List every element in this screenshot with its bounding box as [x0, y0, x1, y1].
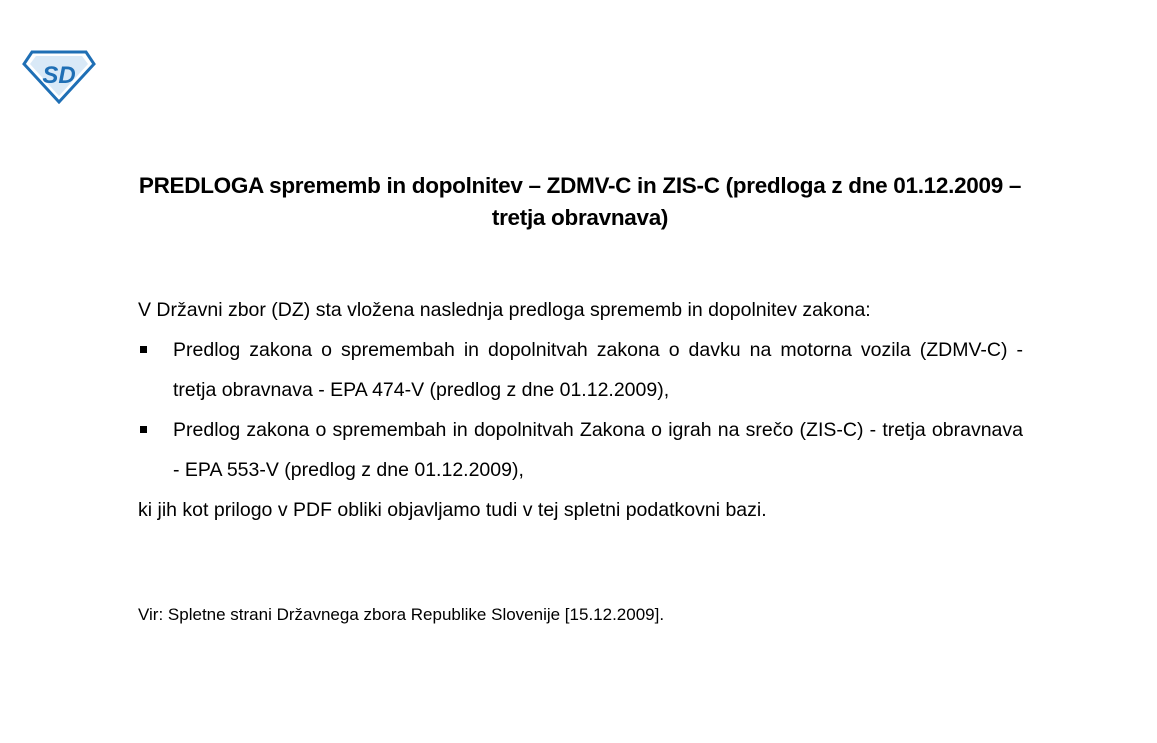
list-item-text: Predlog zakona o spremembah in dopolnitvah zakona o davku na motorna vozila (ZDMV-C) - tretja obravnava - EPA 474-V (predlog z dne 01.12.2009), — [173, 339, 1023, 401]
source-note: Vir: Spletne strani Državnega zbora Republike Slovenije [15.12.2009]. — [138, 605, 665, 624]
page-title: PREDLOGA sprememb in dopolnitev – ZDMV-C in ZIS-C (predloga z dne 01.12.2009 – tretja obravnava) — [138, 173, 1022, 230]
list-item — [138, 330, 1023, 410]
intro-paragraph: V Državni zbor (DZ) sta vložena naslednja predloga sprememb in dopolnitev zakona: — [138, 299, 871, 321]
logo-text: SD — [42, 62, 76, 89]
outro-paragraph: ki jih kot prilogo v PDF obliki objavljamo tudi v tej spletni podatkovni bazi. — [138, 499, 767, 521]
bullet-icon — [140, 426, 147, 433]
list-item — [138, 410, 1023, 490]
logo-icon — [22, 48, 96, 104]
document-body — [138, 290, 1023, 530]
bullet-icon — [140, 346, 147, 353]
list-item-text: Predlog zakona o spremembah in dopolnitvah Zakona o igrah na srečo (ZIS-C) - tretja obravnava - EPA 553-V (predlog z dne 01.12.2009), — [173, 419, 1023, 481]
logo — [22, 48, 96, 104]
proposal-list — [138, 330, 1023, 490]
